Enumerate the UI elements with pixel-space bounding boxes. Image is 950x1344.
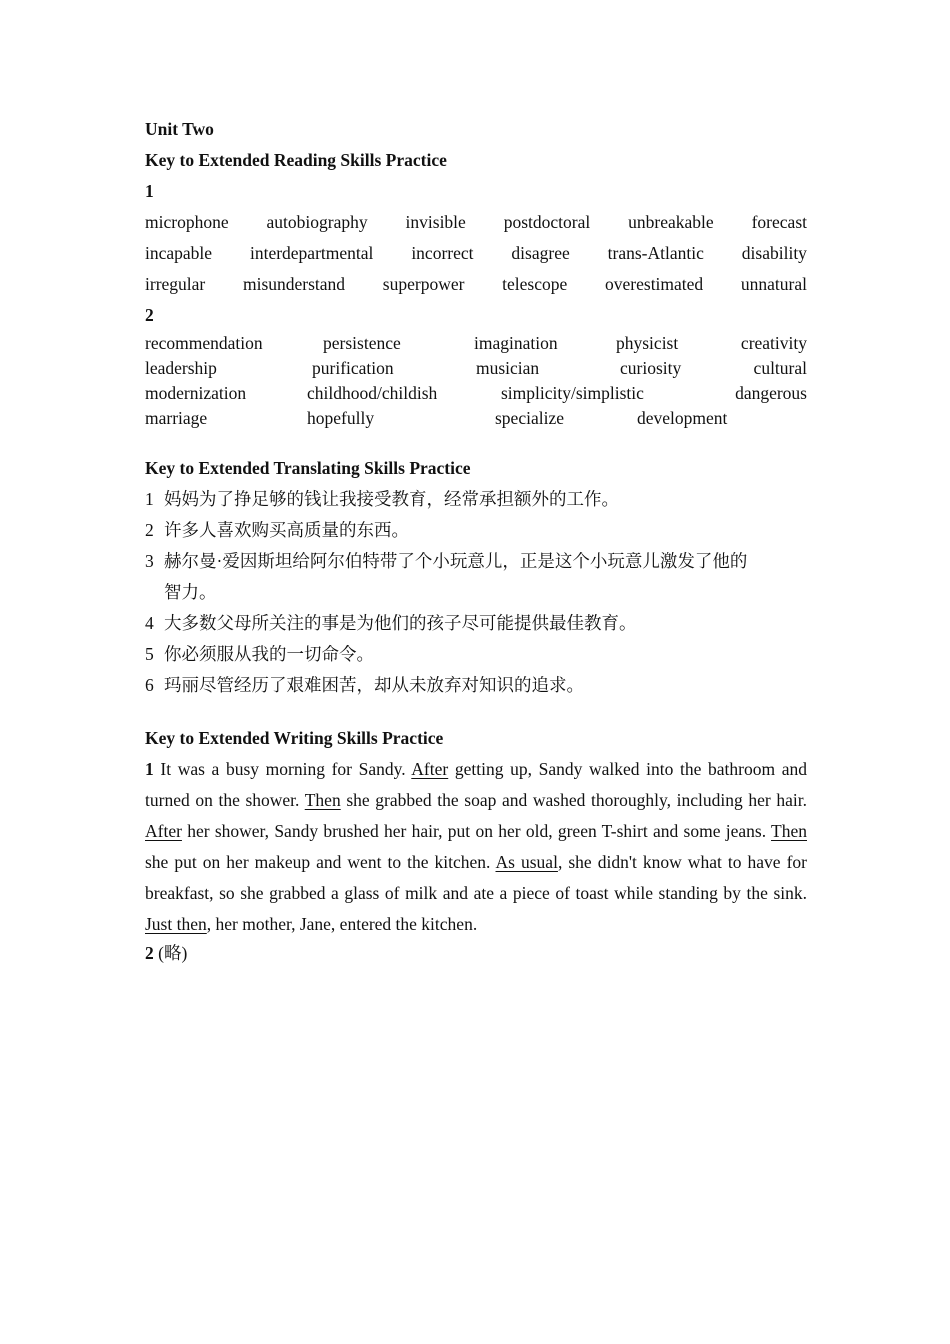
segment: , her mother, Jane, entered the kitchen. bbox=[206, 914, 478, 934]
word: dangerous bbox=[735, 383, 807, 403]
word: incorrect bbox=[411, 243, 474, 263]
word-row bbox=[145, 381, 807, 406]
word: postdoctoral bbox=[503, 212, 591, 232]
underlined-transition: As usual bbox=[495, 852, 558, 872]
segment: , she didn't know what to have for breakfast, so she grabbed a glass of milk and ate a piece of toast while standing by the sink. bbox=[145, 852, 807, 903]
word: autobiography bbox=[266, 212, 368, 232]
writing-paragraph-1 bbox=[145, 754, 807, 940]
item-number: 2 bbox=[145, 943, 154, 963]
word: forecast bbox=[751, 212, 807, 232]
word: musician bbox=[476, 358, 540, 378]
word: unnatural bbox=[740, 274, 807, 294]
list-item bbox=[145, 484, 807, 515]
segment: she put on her makeup and went to the kitchen. bbox=[145, 852, 496, 872]
item-continuation: 智力。 bbox=[164, 582, 217, 602]
translating-list bbox=[145, 484, 807, 701]
item-number: 6 bbox=[145, 675, 154, 695]
word-row bbox=[145, 406, 807, 431]
word: specialize bbox=[495, 408, 564, 428]
item-text: (略) bbox=[153, 943, 188, 963]
word: invisible bbox=[405, 212, 466, 232]
word: modernization bbox=[145, 383, 247, 403]
word: misunderstand bbox=[242, 274, 346, 294]
item-number: 4 bbox=[145, 613, 154, 633]
underlined-transition: Then bbox=[304, 790, 341, 810]
segment: It was a busy morning for Sandy. bbox=[153, 759, 412, 779]
unit-title: Unit Two bbox=[145, 119, 214, 139]
list-item bbox=[145, 670, 807, 701]
word: physicist bbox=[616, 333, 679, 353]
word: persistence bbox=[323, 333, 401, 353]
word-row bbox=[145, 238, 807, 269]
item-text: 玛丽尽管经历了艰难困苦，却从未放弃对知识的追求。 bbox=[164, 675, 584, 695]
word: unbreakable bbox=[628, 212, 714, 232]
writing-paragraph-2 bbox=[145, 940, 807, 966]
word: microphone bbox=[145, 212, 229, 232]
word: cultural bbox=[753, 358, 807, 378]
word: overestimated bbox=[605, 274, 704, 294]
reading-part1-words bbox=[145, 207, 807, 300]
word: simplicity/simplistic bbox=[501, 383, 644, 403]
word: disability bbox=[741, 243, 807, 263]
translating-heading: Key to Extended Translating Skills Practice bbox=[145, 458, 471, 478]
underlined-transition: Then bbox=[771, 821, 807, 841]
item-text: 大多数父母所关注的事是为他们的孩子尽可能提供最佳教育。 bbox=[164, 613, 637, 633]
word: imagination bbox=[474, 333, 558, 353]
item-number: 3 bbox=[145, 551, 154, 571]
item-text: 你必须服从我的一切命令。 bbox=[164, 644, 374, 664]
word: trans-Atlantic bbox=[607, 243, 704, 263]
word: creativity bbox=[740, 333, 807, 353]
word: irregular bbox=[145, 274, 206, 294]
reading-part2-label: 2 bbox=[145, 305, 154, 325]
item-number: 5 bbox=[145, 644, 154, 664]
word-row bbox=[145, 356, 807, 381]
word: disagree bbox=[511, 243, 570, 263]
item-text: 赫尔曼·爱因斯坦给阿尔伯特带了个小玩意儿，正是这个小玩意儿激发了他的 bbox=[164, 551, 748, 571]
item-number: 2 bbox=[145, 520, 154, 540]
item-number: 1 bbox=[145, 489, 154, 509]
list-item bbox=[145, 515, 807, 546]
underlined-transition: Just then bbox=[145, 914, 207, 934]
writing-heading: Key to Extended Writing Skills Practice bbox=[145, 728, 444, 748]
item-text: 妈妈为了挣足够的钱让我接受教育，经常承担额外的工作。 bbox=[164, 489, 619, 509]
spacer bbox=[145, 431, 807, 453]
word: superpower bbox=[382, 274, 465, 294]
item-text: 许多人喜欢购买高质量的东西。 bbox=[164, 520, 409, 540]
word: childhood/childish bbox=[307, 383, 438, 403]
word: marriage bbox=[145, 408, 208, 428]
document-page bbox=[145, 114, 807, 966]
reading-part2-words bbox=[145, 331, 807, 431]
list-item bbox=[145, 608, 807, 639]
word: hopefully bbox=[307, 408, 375, 428]
list-item bbox=[145, 546, 807, 577]
segment: getting up, Sandy walked into the bathroom and turned on the shower. bbox=[145, 759, 808, 810]
segment: she grabbed the soap and washed thoroughly, including her hair. bbox=[340, 790, 807, 810]
spacer bbox=[145, 701, 807, 723]
segment: her shower, Sandy brushed her hair, put on her old, green T-shirt and some jeans. bbox=[181, 821, 772, 841]
word: telescope bbox=[502, 274, 568, 294]
list-item bbox=[145, 639, 807, 670]
underlined-transition: After bbox=[145, 821, 182, 841]
word: recommendation bbox=[145, 333, 263, 353]
underlined-transition: After bbox=[411, 759, 449, 779]
word-row bbox=[145, 207, 807, 238]
word-row bbox=[145, 269, 807, 300]
reading-heading: Key to Extended Reading Skills Practice bbox=[145, 150, 447, 170]
word: purification bbox=[312, 358, 394, 378]
word: leadership bbox=[145, 358, 217, 378]
word: interdepartmental bbox=[249, 243, 374, 263]
word: incapable bbox=[145, 243, 213, 263]
word-row bbox=[145, 331, 807, 356]
reading-part1-label: 1 bbox=[145, 181, 154, 201]
word: curiosity bbox=[620, 358, 682, 378]
word: development bbox=[637, 408, 728, 428]
item-number: 1 bbox=[145, 759, 154, 779]
